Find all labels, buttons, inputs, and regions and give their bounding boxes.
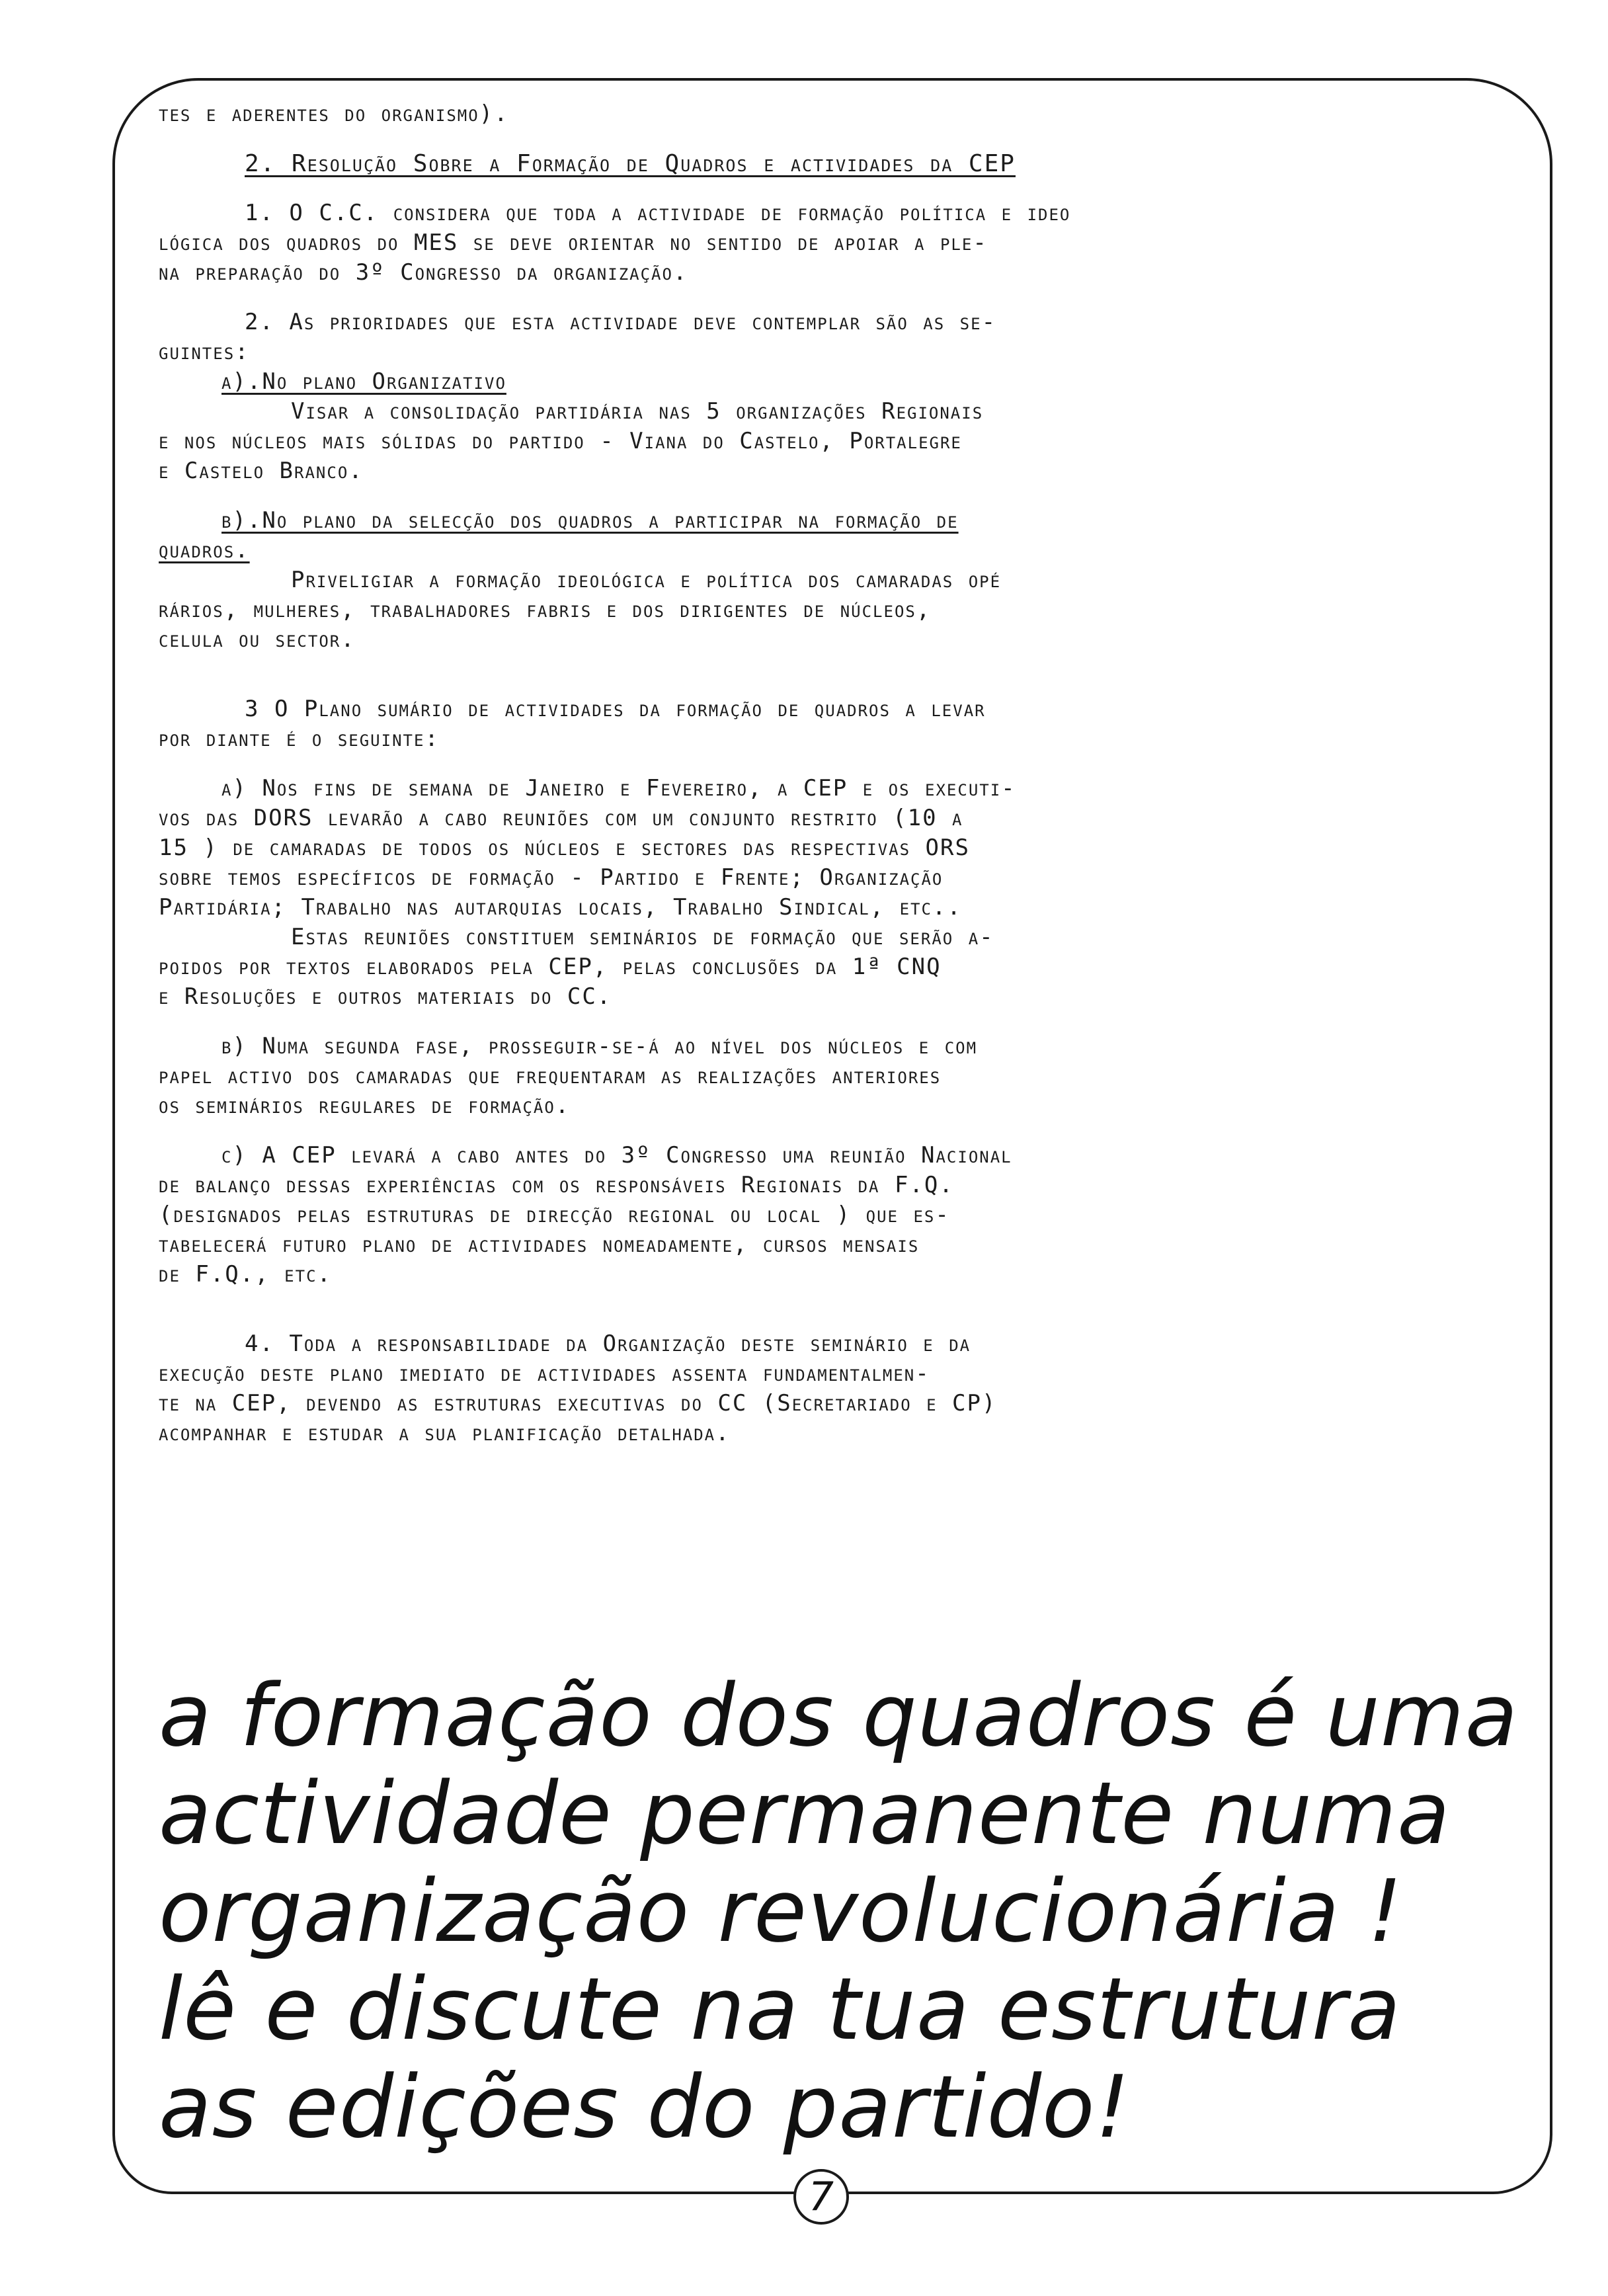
slogan-line: as edições do partido! bbox=[159, 2057, 1131, 2157]
text-line: sobre temos específicos de formação - Partido e Frente; Organização bbox=[159, 864, 944, 891]
text-line: de balanço dessas experiências com os responsáveis Regionais da F.Q. bbox=[159, 1172, 954, 1198]
text-line: Priveligiar a formação ideológica e política dos camaradas opé bbox=[291, 567, 1002, 593]
subheading: b).No plano da selecção dos quadros a participar na formação de bbox=[221, 507, 959, 534]
text-line: execução deste plano imediato de actividades assenta fundamentalmen- bbox=[159, 1360, 930, 1387]
text-line: papel activo dos camaradas que frequentaram as realizações anteriores bbox=[159, 1063, 942, 1089]
text-line: poidos por textos elaborados pela CEP, pelas conclusões da 1ª CNQ bbox=[159, 954, 942, 980]
text-line: acompanhar e estudar a sua planificação detalhada. bbox=[159, 1420, 731, 1446]
text-line: tes e aderentes do organismo). bbox=[159, 101, 509, 127]
text-line: Estas reuniões constituem seminários de formação que serão a- bbox=[291, 924, 994, 950]
text-line: c) A CEP levará a cabo antes do 3º Congresso uma reunião Nacional bbox=[221, 1142, 1012, 1168]
text-line: lógica dos quadros do MES se deve orientar no sentido de apoiar a ple- bbox=[159, 229, 988, 256]
text-line: 2. As prioridades que esta actividade deve contemplar são as se- bbox=[245, 309, 997, 335]
text-line: e Castelo Branco. bbox=[159, 458, 364, 484]
text-line: por diante é o seguinte: bbox=[159, 725, 440, 752]
subheading: a).No plano Organizativo bbox=[221, 368, 506, 395]
text-line: guintes: bbox=[159, 339, 250, 365]
section-heading: 2. Resolução Sobre a Formação de Quadros e actividades da CEP bbox=[245, 150, 1016, 177]
subheading: quadros. bbox=[159, 537, 250, 563]
text-line: b) Numa segunda fase, prosseguir-se-á ao nível dos núcleos e com bbox=[221, 1033, 978, 1059]
text-line: 4. Toda a responsabilidade da Organização deste seminário e da bbox=[245, 1331, 971, 1357]
text-line: na preparação do 3º Congresso da organização. bbox=[159, 259, 688, 286]
text-line: de F.Q., etc. bbox=[159, 1261, 333, 1288]
text-line: e nos núcleos mais sólidas do partido - Viana do Castelo, Portalegre bbox=[159, 428, 962, 454]
text-line: e Resoluções e outros materiais do CC. bbox=[159, 983, 612, 1010]
slogan-line: lê e discute na tua estrutura bbox=[159, 1959, 1401, 2059]
slogan-line: organização revolucionária ! bbox=[159, 1861, 1403, 1961]
text-line: te na CEP, devendo as estruturas executivas do CC (Secretariado e CP) bbox=[159, 1390, 997, 1416]
text-line: (designados pelas estruturas de direcção regional ou local ) que es- bbox=[159, 1202, 950, 1228]
text-line: celula ou sector. bbox=[159, 626, 356, 653]
text-line: 3 O Plano sumário de actividades da formação de quadros a levar bbox=[245, 696, 986, 722]
text-line: Visar a consolidação partidária nas 5 organizações Regionais bbox=[291, 398, 984, 425]
text-line: vos das DORS levarão a cabo reuniões com um conjunto restrito (10 a bbox=[159, 805, 963, 831]
text-line: os seminários regulares de formação. bbox=[159, 1092, 571, 1119]
text-line: 15 ) de camaradas de todos os núcleos e sectores das respectivas ORS bbox=[159, 835, 970, 861]
text-line: tabelecerá futuro plano de actividades nomeadamente, cursos mensais bbox=[159, 1231, 920, 1258]
typed-text-body bbox=[159, 99, 1541, 1448]
slogan-line: a formação dos quadros é uma bbox=[159, 1665, 1519, 1766]
handwritten-slogan bbox=[159, 1666, 1534, 2156]
text-line: 1. O C.C. considera que toda a actividade de formação política e ideo bbox=[245, 200, 1071, 226]
page-number: 7 bbox=[793, 2169, 849, 2225]
text-line: rários, mulheres, trabalhadores fabris e dos dirigentes de núcleos, bbox=[159, 596, 932, 623]
slogan-line: actividade permanente numa bbox=[159, 1763, 1451, 1864]
text-line: a) Nos fins de semana de Janeiro e Fevereiro, a CEP e os executi- bbox=[221, 775, 1016, 801]
text-line: Partidária; Trabalho nas autarquias locais, Trabalho Sindical, etc.. bbox=[159, 894, 962, 921]
